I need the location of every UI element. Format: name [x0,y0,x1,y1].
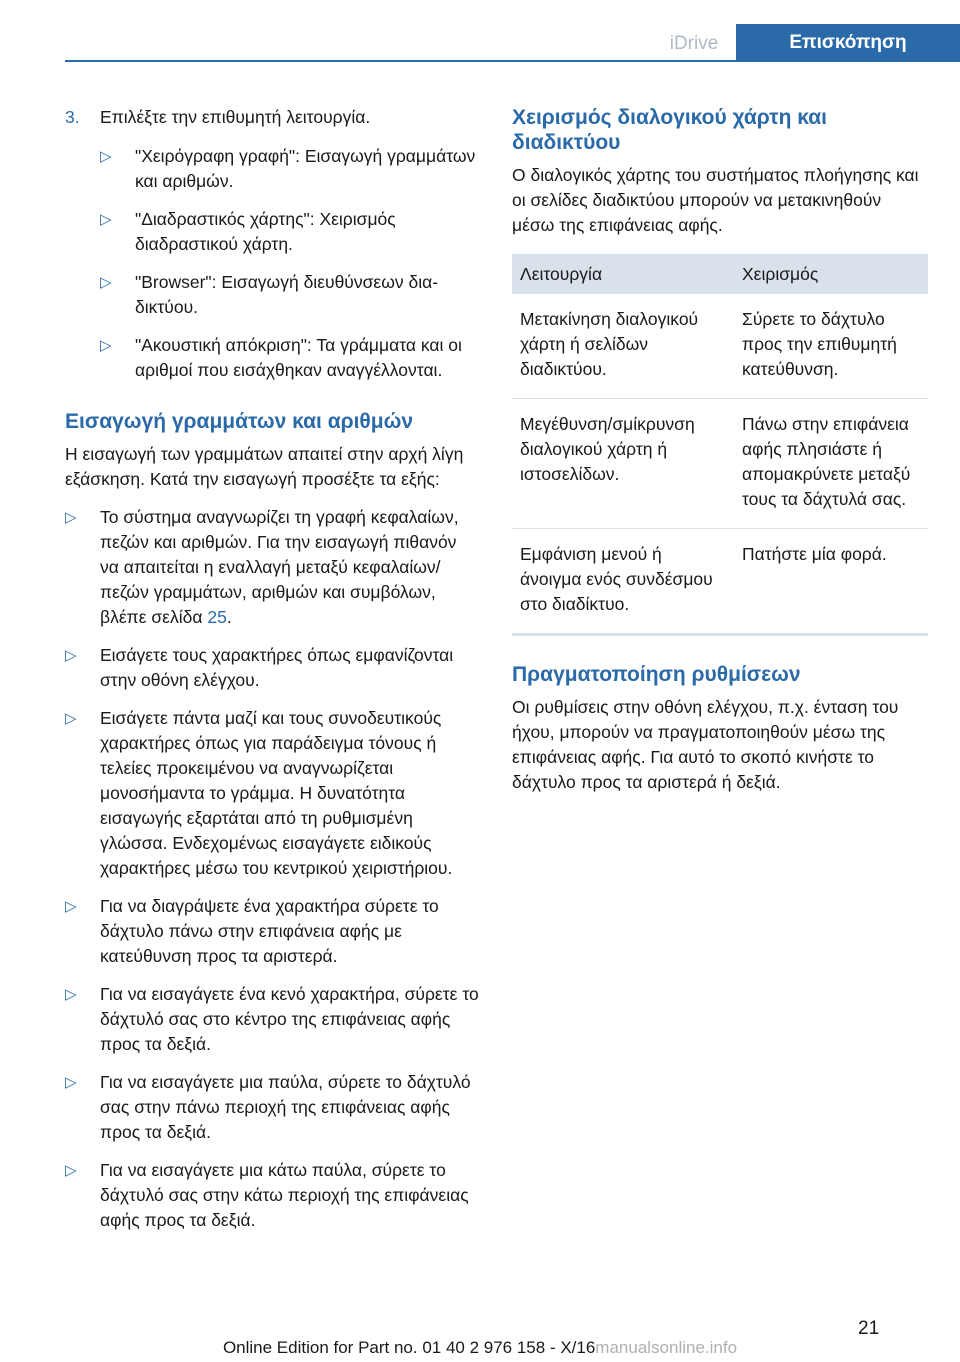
column-header: Λειτουργία [512,254,734,294]
triangle-right-icon: ▷ [65,898,77,915]
step-number: 3. [65,107,80,127]
watermark: manualsonline.info [595,1338,738,1357]
triangle-right-icon: ▷ [65,1074,77,1091]
step-options [100,144,480,383]
section-text: Οι ρυθμίσεις στην οθόνη ελέγχου, π.χ. ένταση του ήχου, μπορούν να πραγματοποιηθούν μέσω της επιφάνειας αφής. Για αυτό το σκοπό κινήστε το δάχτυλο προς τα αριστερά ή δεξιά. [512,697,899,792]
page-number: 21 [858,1318,880,1339]
triangle-right-icon: ▷ [65,1162,77,1179]
list-item: ▷ Για να εισαγάγετε μια παύλα, σύρετε το δάχτυλό σας στην πάνω περιοχή της επιφάνειας αφής προς τα δεξιά. [65,1070,480,1145]
section-title-map-browser: Χειρισμός διαλογικού χάρτη και διαδικτύου [512,106,828,154]
edition-text: Online Edition for Part no. 01 40 2 976 158 - X/16 [222,1338,596,1357]
section-intro: Ο διαλογικός χάρτης του συστήματος πλοήγησης και οι σελίδες διαδικτύου μπορούν να μετακινηθούν μέσω της επιφάνειας αφής. [512,165,919,235]
table-cell: Πάνω στην επιφάνεια αφής πλησιάστε ή απομακρύνετε μεταξύ τους τα δάχτυλά σας. [734,399,928,529]
table-row [512,294,928,399]
section-title-settings: Πραγματοποίηση ρυθμίσεων [512,663,801,686]
triangle-right-icon: ▷ [100,148,112,165]
triangle-right-icon: ▷ [65,986,77,1003]
triangle-right-icon: ▷ [65,509,77,526]
triangle-right-icon: ▷ [100,211,112,228]
header-rule [65,60,960,62]
list-item: ▷ Εισάγετε πάντα μαζί και τους συνοδευτικούς χαρακτήρες όπως για παράδειγμα τόνους ή τελείες προκειμένου να αναγνωρίζεται μονοσήμαντα το γράμμα. Η δυνατότητα εισαγωγής εξαρτάται από τη ρυθμισμένη γλώσσα. Ενδεχομένως εισαγάγετε ειδικούς χαρακτήρες μέσω του κεντρικού χειριστήριου. [65,706,480,881]
left-column [65,105,480,1233]
section-intro: Η εισαγωγή των γραμμάτων απαιτεί στην αρχή λίγη εξάσκηση. Κατά την εισαγωγή προσέξτε τα εξής: [65,444,464,489]
gesture-table [512,254,928,636]
triangle-right-icon: ▷ [100,337,112,354]
table-cell: Πατήστε μία φορά. [734,529,928,635]
header-tab-idrive[interactable]: iDrive [669,33,719,54]
column-header: Χειρισμός [734,254,928,294]
list-item: ▷ Για να εισαγάγετε μια κάτω παύλα, σύρετε το δάχτυλό σας στην κάτω περιοχή της επιφάνειας αφής προς τα δεξιά. [65,1158,480,1233]
triangle-right-icon: ▷ [100,274,112,291]
step-3 [65,105,480,130]
list-item: ▷ Για να διαγράψετε ένα χαρακτήρα σύρετε το δάχτυλο πάνω στην επιφάνεια αφής με κατεύθυνση προς τα αριστερά. [65,894,480,969]
table-header-row [512,254,928,294]
header-tab-overview[interactable]: Επισκόπηση [736,24,960,62]
list-item: ▷ "Browser": Εισαγωγή διευθύνσεων διαδικτύου. [100,270,480,320]
table-row [512,529,928,635]
footer [0,1338,960,1358]
list-item: ▷ Το σύστημα αναγνωρίζει τη γραφή κεφαλαίων, πεζών και αριθμών. Για την εισαγωγή πιθανόν να απαιτείται η εναλλαγή μεταξύ κεφαλαίων/πεζών γραμμάτων, αριθμών και συμβόλων, βλέπε σελίδα 25. [65,505,480,630]
page-link[interactable]: 25 [207,607,227,627]
triangle-right-icon: ▷ [65,710,77,727]
table-cell: Μεγέθυνση/σμίκρυνση διαλογικού χάρτη ή ιστοσελίδων. [512,399,734,529]
right-column [512,105,928,795]
list-item: ▷ Εισάγετε τους χαρακτήρες όπως εμφανίζονται στην οθόνη ελέγχου. [65,643,480,693]
list-item: ▷ "Διαδραστικός χάρτης": Χειρισμός διαδραστικού χάρτη. [100,207,480,257]
section-title-letter-entry: Εισαγωγή γραμμάτων και αριθμών [65,410,414,433]
table-row [512,399,928,529]
list-item: ▷ "Ακουστική απόκριση": Τα γράμματα και οι αριθμοί που εισάχθηκαν αναγγέλλονται. [100,333,480,383]
triangle-right-icon: ▷ [65,647,77,664]
list-item: ▷ "Χειρόγραφη γραφή": Εισαγωγή γραμμάτων και αριθμών. [100,144,480,194]
step-text: Επιλέξτε την επιθυμητή λειτουργία. [100,107,371,127]
table-cell: Εμφάνιση μενού ή άνοιγμα ενός συνδέσμου στο διαδίκτυο. [512,529,734,635]
table-cell: Σύρετε το δάχτυλο προς την επιθυμητή κατεύθυνση. [734,294,928,399]
list-item: ▷ Για να εισαγάγετε ένα κενό χαρακτήρα, σύρετε το δάχτυλό σας στο κέντρο της επιφάνειας αφής προς τα δεξιά. [65,982,480,1057]
table-cell: Μετακίνηση διαλογικού χάρτη ή σελίδων διαδικτύου. [512,294,734,399]
